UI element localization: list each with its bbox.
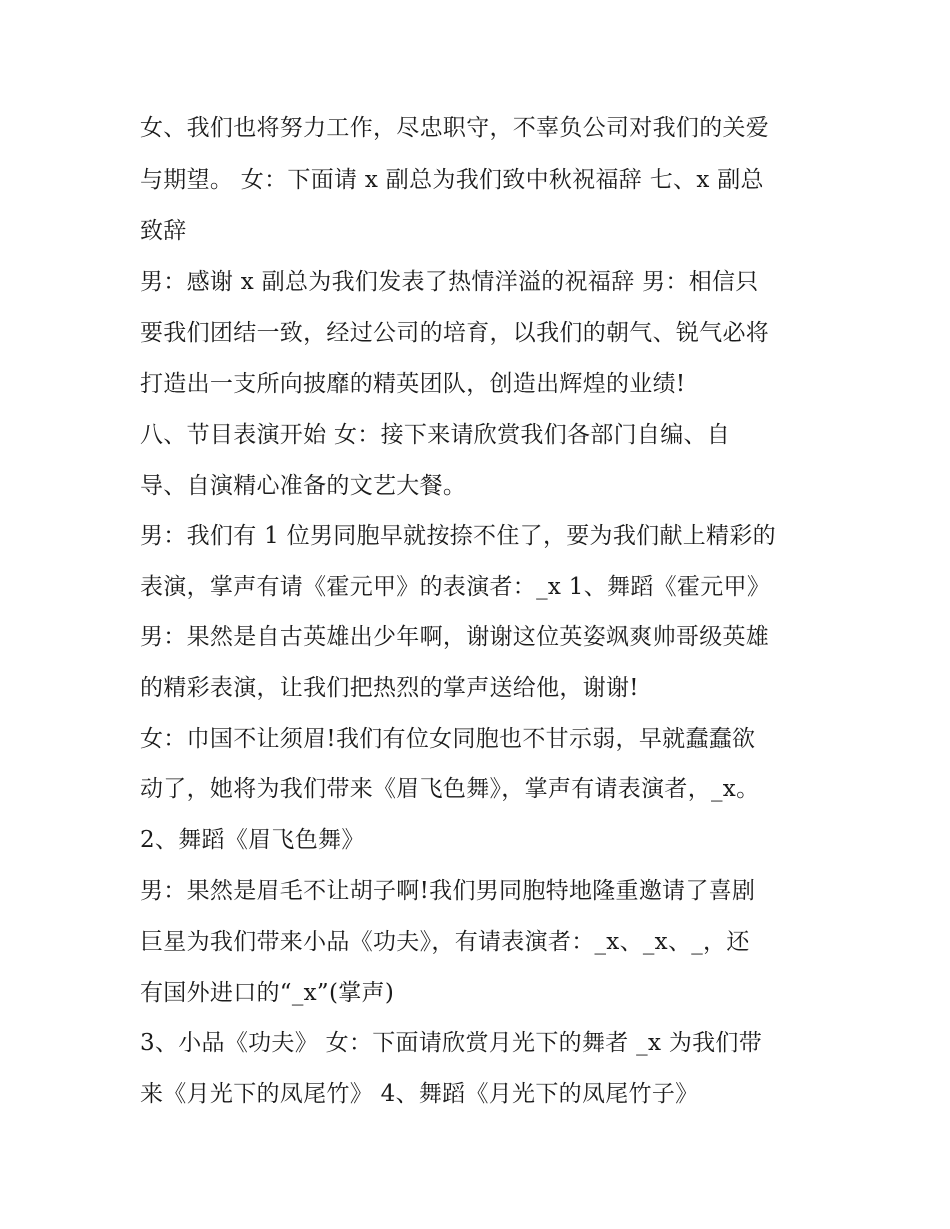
text-line: 要我们团结一致，经过公司的培育，以我们的朝气、锐气必将	[140, 320, 770, 346]
text-line: 有国外进口的“_x”(掌声)	[140, 980, 395, 1006]
text-line: 2、舞蹈《眉飞色舞》	[140, 827, 365, 853]
text-line: 女：巾国不让须眉!我们有位女同胞也不甘示弱，早就蠢蠢欲	[140, 726, 756, 752]
text-line: 与期望。 女：下面请 x 副总为我们致中秋祝福辞 七、x 副总	[140, 167, 764, 193]
text-line: 巨星为我们带来小品《功夫》，有请表演者：_x、_x、_，还	[140, 929, 750, 955]
text-line: 表演，掌声有请《霍元甲》的表演者：_x 1、舞蹈《霍元甲》	[140, 574, 771, 600]
text-line: 3、小品《功夫》 女：下面请欣赏月光下的舞者 _x 为我们带	[140, 1030, 763, 1056]
text-line: 男：我们有 1 位男同胞早就按捺不住了，要为我们献上精彩的	[140, 523, 776, 549]
text-line: 动了，她将为我们带来《眉飞色舞》，掌声有请表演者，_x。	[140, 776, 760, 802]
text-line: 男：感谢 x 副总为我们发表了热情洋溢的祝福辞 男：相信只	[140, 269, 759, 295]
text-line: 打造出一支所向披靡的精英团队，创造出辉煌的业绩!	[140, 371, 686, 397]
text-line: 男：果然是眉毛不让胡子啊!我们男同胞特地隆重邀请了喜剧	[140, 878, 756, 904]
text-line: 导、自演精心准备的文艺大餐。	[140, 473, 467, 499]
text-line: 来《月光下的凤尾竹》 4、舞蹈《月光下的凤尾竹子》	[140, 1081, 699, 1107]
text-line: 女、我们也将努力工作，尽忠职守，不辜负公司对我们的关爱	[140, 115, 770, 141]
text-line: 的精彩表演，让我们把热烈的掌声送给他，谢谢!	[140, 675, 639, 701]
text-line: 男：果然是自古英雄出少年啊，谢谢这位英姿飒爽帅哥级英雄	[140, 624, 770, 650]
text-line: 致辞	[140, 218, 187, 244]
text-line: 八、节目表演开始 女：接下来请欣赏我们各部门自编、自	[140, 422, 731, 448]
